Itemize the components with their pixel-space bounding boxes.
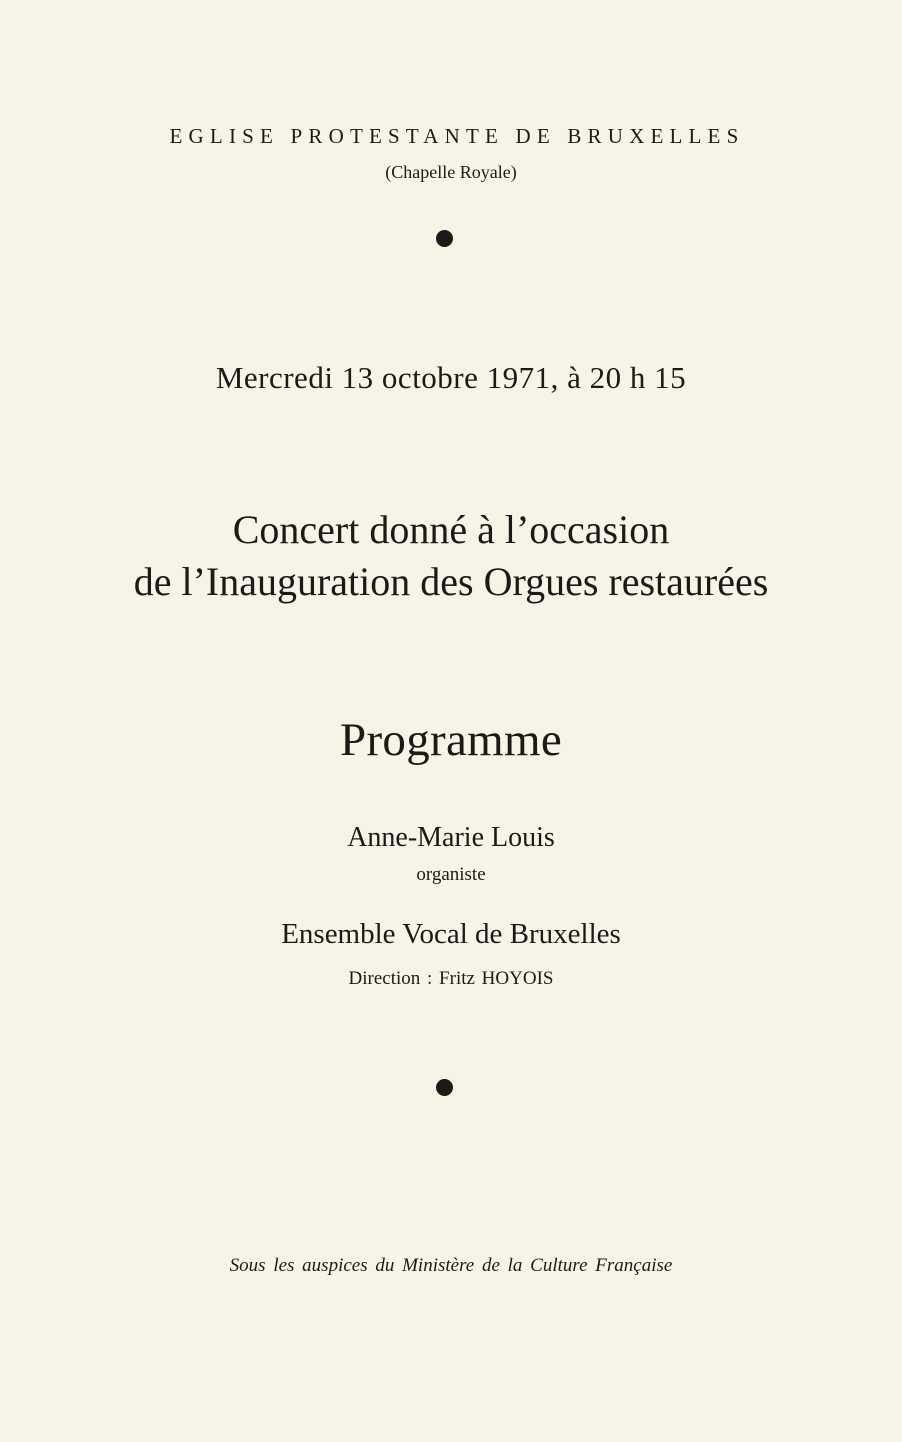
programme-heading: Programme: [340, 714, 562, 766]
auspices-note: Sous les auspices du Ministère de la Culture Française: [229, 1255, 673, 1276]
bullet-divider-icon: [436, 230, 453, 247]
concert-title-line-1: Concert donné à l’occasion: [232, 507, 670, 552]
ensemble-name: Ensemble Vocal de Bruxelles: [281, 918, 621, 950]
bullet-divider-icon: [436, 1079, 453, 1096]
performer-role: organiste: [416, 864, 486, 885]
ensemble-direction: Direction : Fritz HOYOIS: [348, 968, 554, 989]
concert-title-line-2: de l’Inauguration des Orgues restaurées: [133, 559, 769, 604]
performer-name: Anne-Marie Louis: [347, 822, 555, 853]
event-date: Mercredi 13 octobre 1971, à 20 h 15: [215, 360, 687, 395]
church-name: EGLISE PROTESTANTE DE BRUXELLES: [169, 124, 745, 148]
chapel-name: (Chapelle Royale): [385, 162, 517, 182]
